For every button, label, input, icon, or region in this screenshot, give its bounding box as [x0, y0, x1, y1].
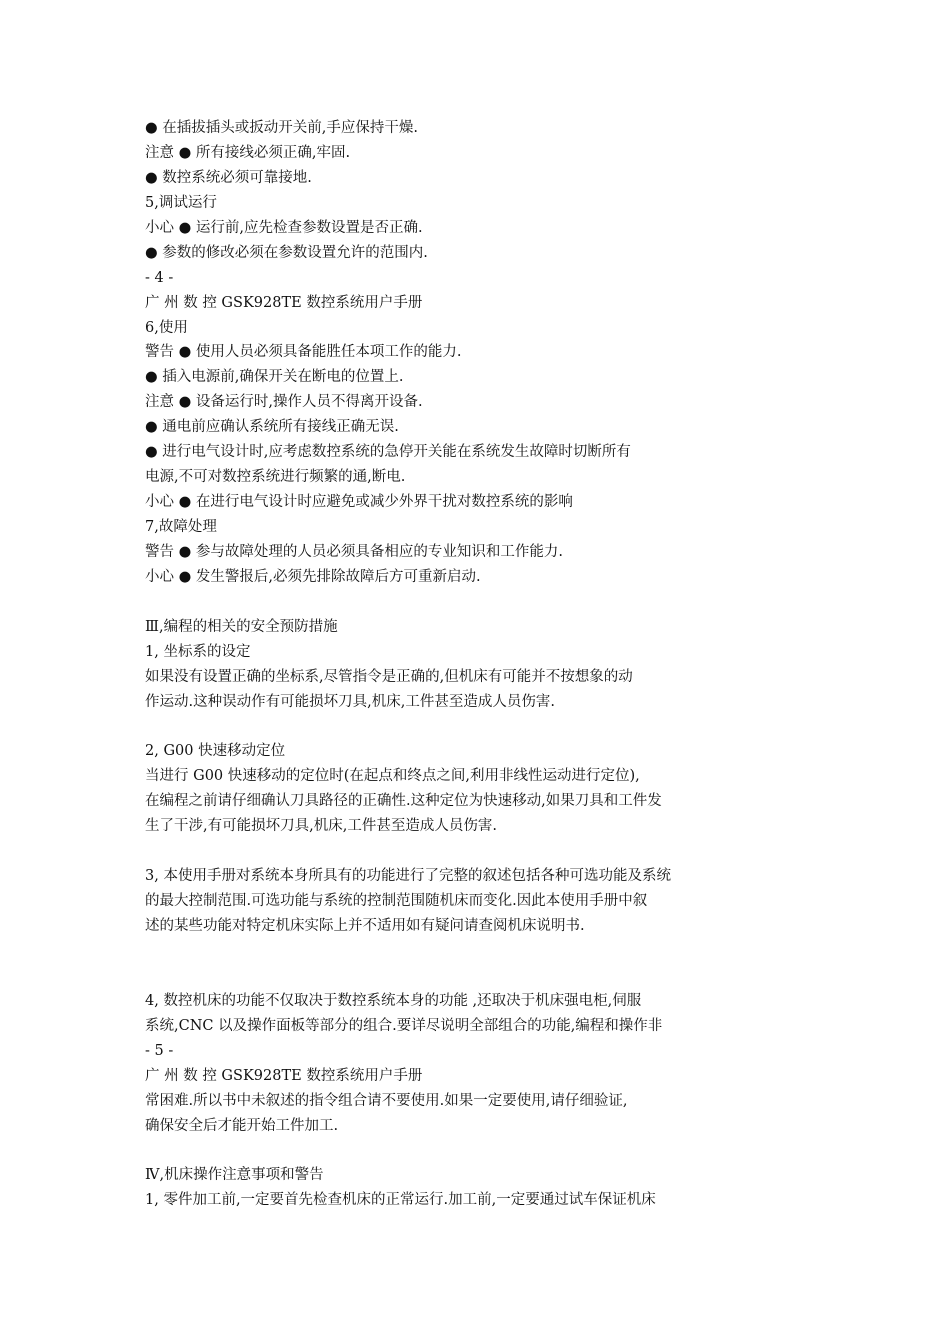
text-line: ● 进行电气设计时,应考虑数控系统的急停开关能在系统发生故障时切断所有 — [145, 444, 631, 461]
text-line: 小心 ● 发生警报后,必须先排除故障后方可重新启动. — [145, 568, 481, 585]
section-heading: 6,使用 — [145, 319, 188, 336]
text-line: ● 参数的修改必须在参数设置允许的范围内. — [145, 244, 428, 261]
text-line: 1, 零件加工前,一定要首先检查机床的正常运行.加工前,一定要通过试车保证机床 — [145, 1192, 656, 1209]
text-line: 确保安全后才能开始工件加工. — [145, 1117, 339, 1134]
text-line: 的最大控制范围.可选功能与系统的控制范围随机床而变化.因此本使用手册中叙 — [145, 893, 648, 910]
section-heading: 5,调试运行 — [145, 194, 217, 211]
chapter-heading: Ⅲ,编程的相关的安全预防措施 — [145, 618, 338, 635]
running-header: 广 州 数 控 GSK928TE 数控系统用户手册 — [145, 294, 423, 311]
text-line: 作运动.这种误动作有可能损坏刀具,机床,工件甚至造成人员伤害. — [145, 693, 555, 710]
text-line: ● 在插拔插头或扳动开关前,手应保持干燥. — [145, 120, 418, 136]
text-line: 4, 数控机床的功能不仅取决于数控系统本身的功能 ,还取决于机床强电柜,伺服 — [145, 992, 642, 1009]
text-line: 注意 ● 所有接线必须正确,牢固. — [145, 144, 351, 161]
text-line: 警告 ● 使用人员必须具备能胜任本项工作的能力. — [145, 344, 462, 361]
section-heading: 7,故障处理 — [145, 519, 217, 535]
text-line: ● 插入电源前,确保开关在断电的位置上. — [145, 369, 404, 386]
text-line: 述的某些功能对特定机床实际上并不适用如有疑问请查阅机床说明书. — [145, 918, 585, 934]
document-page — [145, 116, 925, 1213]
section-heading: 2, G00 快速移动定位 — [145, 743, 286, 760]
text-line: 系统,CNC 以及操作面板等部分的组合.要详尽说明全部组合的功能,编程和操作非 — [145, 1017, 663, 1034]
spacer — [145, 1138, 925, 1163]
text-line: 常困难.所以书中未叙述的指令组合请不要使用.如果一定要使用,请仔细验证, — [145, 1092, 628, 1109]
page-number: - 4 - — [145, 269, 174, 286]
text-line: 如果没有设置正确的坐标系,尽管指令是正确的,但机床有可能并不按想象的动 — [145, 668, 633, 685]
spacer — [145, 839, 925, 864]
running-header: 广 州 数 控 GSK928TE 数控系统用户手册 — [145, 1067, 423, 1084]
spacer — [145, 939, 925, 989]
text-line: 生了干涉,有可能损坏刀具,机床,工件甚至造成人员伤害. — [145, 818, 497, 835]
spacer — [145, 715, 925, 740]
page-number: - 5 - — [145, 1042, 174, 1059]
text-line: 在编程之前请仔细确认刀具路径的正确性.这种定位为快速移动,如果刀具和工件发 — [145, 793, 662, 810]
text-line: 电源,不可对数控系统进行频繁的通,断电. — [145, 469, 406, 486]
spacer — [145, 590, 925, 615]
text-line: 警告 ● 参与故障处理的人员必须具备相应的专业知识和工作能力. — [145, 543, 563, 560]
chapter-heading: Ⅳ,机床操作注意事项和警告 — [145, 1167, 324, 1184]
text-line: 当进行 G00 快速移动的定位时(在起点和终点之间,利用非线性运动进行定位), — [145, 768, 640, 785]
text-line: ● 通电前应确认系统所有接线正确无误. — [145, 419, 399, 436]
text-line: 3, 本使用手册对系统本身所具有的功能进行了完整的叙述包括各种可选功能及系统 — [145, 868, 671, 885]
text-line: 注意 ● 设备运行时,操作人员不得离开设备. — [145, 394, 423, 411]
text-line: ● 数控系统必须可靠接地. — [145, 169, 312, 186]
text-line: 小心 ● 在进行电气设计时应避免或减少外界干扰对数控系统的影响 — [145, 494, 573, 511]
text-line: 小心 ● 运行前,应先检查参数设置是否正确. — [145, 219, 423, 236]
section-heading: 1, 坐标系的设定 — [145, 643, 251, 660]
